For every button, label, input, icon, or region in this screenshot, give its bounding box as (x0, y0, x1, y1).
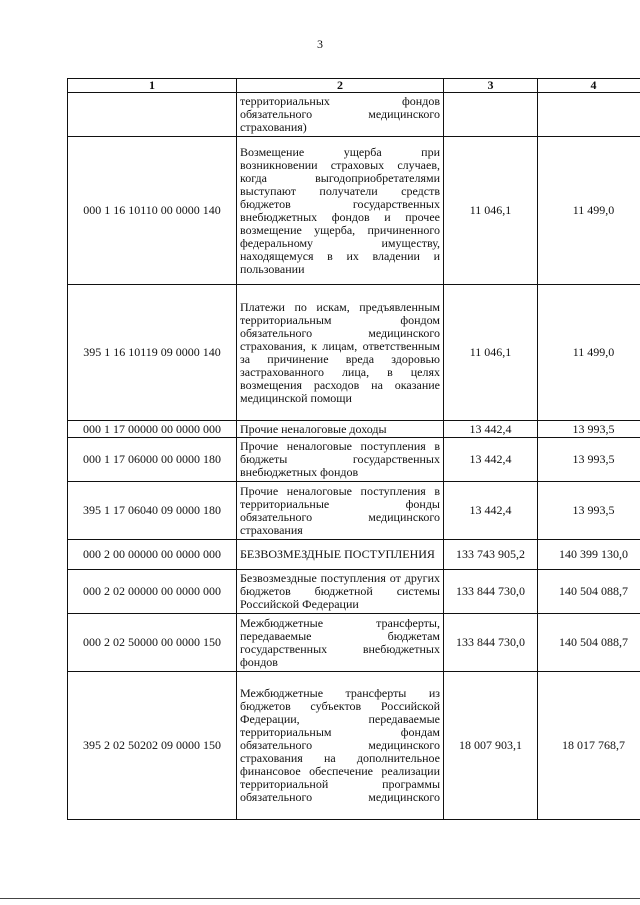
row-value-col3: 11 046,1 (444, 137, 538, 285)
table-header-row (68, 79, 640, 93)
row-name: территориальных фондов обязательного медицинского страхования) (237, 93, 444, 137)
row-value-col4: 140 399 130,0 (538, 540, 640, 570)
table-row (68, 482, 640, 540)
row-code (68, 93, 237, 137)
table-row (68, 438, 640, 482)
table-row (68, 570, 640, 614)
table-row (68, 614, 640, 672)
row-value-col3: 13 442,4 (444, 438, 538, 482)
row-code: 395 1 16 10119 09 0000 140 (68, 285, 237, 421)
row-code: 000 2 00 00000 00 0000 000 (68, 540, 237, 570)
row-value-col4: 140 504 088,7 (538, 570, 640, 614)
page-number: 3 (317, 37, 323, 51)
row-value-col4: 13 993,5 (538, 438, 640, 482)
table-row (68, 421, 640, 438)
table-row (68, 93, 640, 137)
row-name: БЕЗВОЗМЕЗДНЫЕ ПОСТУПЛЕНИЯ (237, 540, 444, 570)
header-col-3: 3 (444, 79, 538, 93)
row-value-col3 (444, 93, 538, 137)
row-name: Платежи по искам, предъявленным территориальным фондом обязательного медицинского страхования, к лицам, ответственным за причинение вреда здоровью застрахованного лица, в целях возмещения расходов на оказание медицинской помощи (237, 285, 444, 421)
row-name: Возмещение ущерба при возникновении страховых случаев, когда выгодоприобретателями выступают получатели средств бюджетов государственных внебюджетных фондов и прочее возмещение ущерба, причиненного федеральному имуществу, находящемуся в их владении и пользовании (237, 137, 444, 285)
row-code: 000 1 17 00000 00 0000 000 (68, 421, 237, 438)
row-value-col4 (538, 93, 640, 137)
row-value-col3: 13 442,4 (444, 421, 538, 438)
row-value-col4: 140 504 088,7 (538, 614, 640, 672)
page-bottom-rule (0, 898, 640, 899)
row-value-col4: 13 993,5 (538, 421, 640, 438)
row-value-col4: 11 499,0 (538, 285, 640, 421)
row-name: Прочие неналоговые поступления в территориальные фонды обязательного медицинского страхования (237, 482, 444, 540)
header-col-1: 1 (68, 79, 237, 93)
row-code: 000 2 02 50000 00 0000 150 (68, 614, 237, 672)
row-name: Межбюджетные трансферты из бюджетов субъектов Российской Федерации, передаваемые территориальным фондам обязательного медицинского страхования на дополнительное финансовое обеспечение реализации территориальной программы обязательного медицинского (237, 672, 444, 820)
row-value-col3: 11 046,1 (444, 285, 538, 421)
row-value-col4: 18 017 768,7 (538, 672, 640, 820)
row-value-col4: 11 499,0 (538, 137, 640, 285)
row-code: 000 1 16 10110 00 0000 140 (68, 137, 237, 285)
row-name: Безвозмездные поступления от других бюджетов бюджетной системы Российской Федерации (237, 570, 444, 614)
row-name: Прочие неналоговые поступления в бюджеты государственных внебюджетных фондов (237, 438, 444, 482)
table-row (68, 285, 640, 421)
budget-revenue-table (67, 78, 640, 820)
row-value-col3: 133 844 730,0 (444, 614, 538, 672)
row-name: Межбюджетные трансферты, передаваемые бюджетам государственных внебюджетных фондов (237, 614, 444, 672)
header-col-4: 4 (538, 79, 640, 93)
row-code: 395 1 17 06040 09 0000 180 (68, 482, 237, 540)
table-row (68, 540, 640, 570)
row-code: 000 2 02 00000 00 0000 000 (68, 570, 237, 614)
row-value-col3: 133 844 730,0 (444, 570, 538, 614)
row-code: 000 1 17 06000 00 0000 180 (68, 438, 237, 482)
row-code: 395 2 02 50202 09 0000 150 (68, 672, 237, 820)
row-value-col4: 13 993,5 (538, 482, 640, 540)
row-value-col3: 18 007 903,1 (444, 672, 538, 820)
row-name: Прочие неналоговые доходы (237, 421, 444, 438)
table-row (68, 137, 640, 285)
table-row (68, 672, 640, 820)
row-value-col3: 133 743 905,2 (444, 540, 538, 570)
row-value-col3: 13 442,4 (444, 482, 538, 540)
header-col-2: 2 (237, 79, 444, 93)
